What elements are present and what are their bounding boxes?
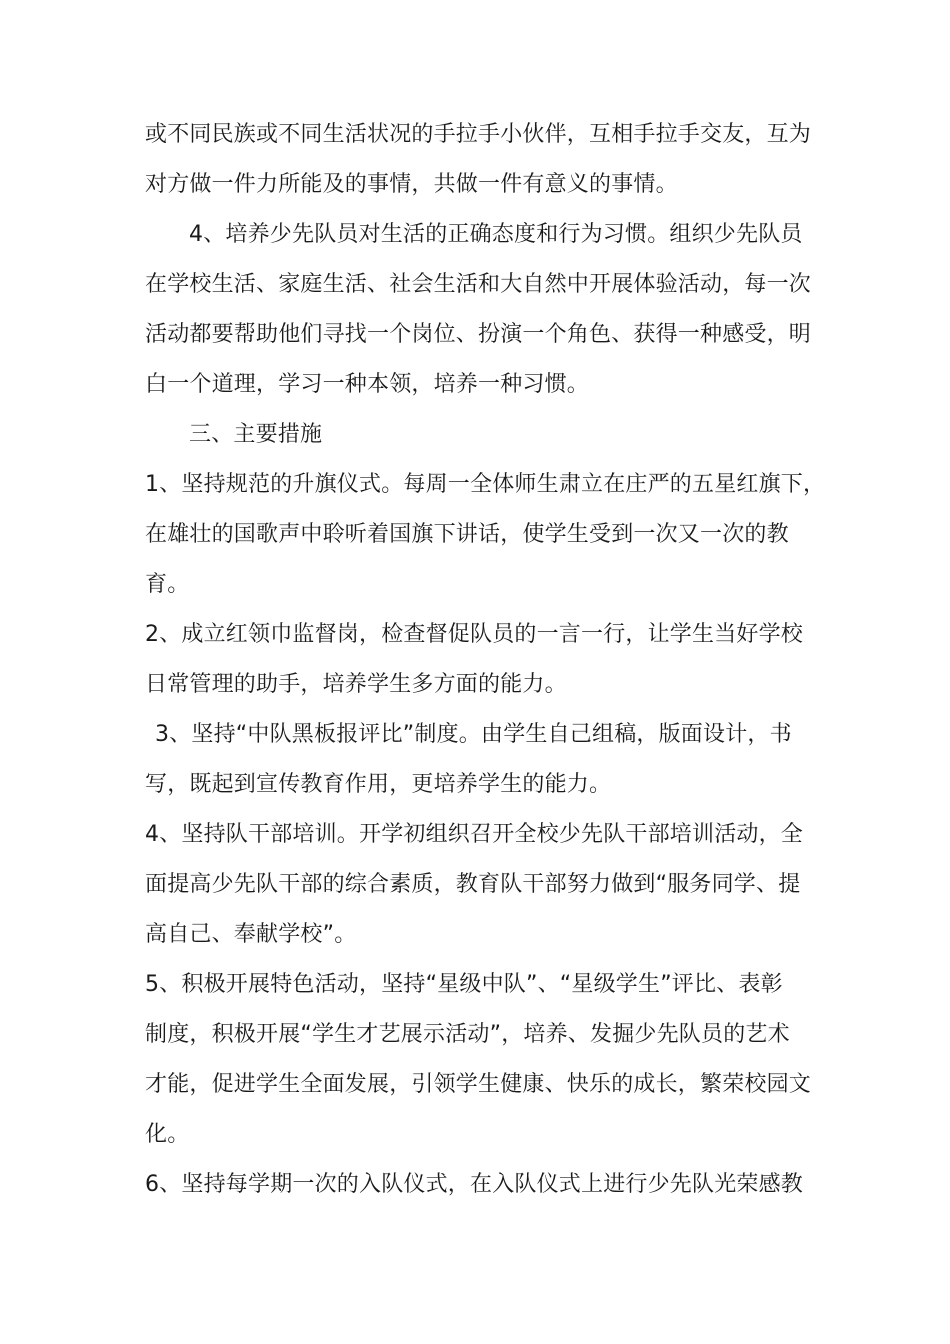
text-line: 1、坚持规范的升旗仪式。每周一全体师生肃立在庄严的五星红旗下， [145, 472, 826, 497]
text-line: 在学校生活、家庭生活、社会生活和大自然中开展体验活动，每一次 [145, 272, 812, 297]
text-line: 4、培养少先队员对生活的正确态度和行为习惯。组织少先队员 [189, 222, 803, 247]
text-line: 6、坚持每学期一次的入队仪式，在入队仪式上进行少先队光荣感教 [145, 1172, 803, 1197]
text-line: 育。 [145, 572, 190, 597]
text-line: 对方做一件力所能及的事情，共做一件有意义的事情。 [145, 172, 678, 197]
text-line: 面提高少先队干部的综合素质，教育队干部努力做到“服务同学、提 [145, 872, 801, 897]
text-line: 写，既起到宣传教育作用，更培养学生的能力。 [145, 772, 612, 797]
text-line: 化。 [145, 1122, 190, 1147]
text-line: 才能，促进学生全面发展，引领学生健康、快乐的成长，繁荣校园文 [145, 1072, 812, 1097]
text-line: 或不同民族或不同生活状况的手拉手小伙伴，互相手拉手交友，互为 [145, 122, 812, 147]
text-line: 5、积极开展特色活动，坚持“星级中队”、“星级学生”评比、表彰 [145, 972, 783, 997]
text-line: 日常管理的助手，培养学生多方面的能力。 [145, 672, 567, 697]
document-body [145, 110, 825, 1210]
text-line: 2、成立红领巾监督岗，检查督促队员的一言一行，让学生当好学校 [145, 622, 803, 647]
text-line: 制度，积极开展“学生才艺展示活动”，培养、发掘少先队员的艺术 [145, 1022, 790, 1047]
text-line: 活动都要帮助他们寻找一个岗位、扮演一个角色、获得一种感受，明 [145, 322, 812, 347]
section-heading: 三、主要措施 [189, 422, 323, 447]
text-line: 3、坚持“中队黑板报评比”制度。由学生自己组稿，版面设计，书 [155, 722, 792, 747]
text-line: 白一个道理，学习一种本领，培养一种习惯。 [145, 372, 590, 397]
text-line: 在雄壮的国歌声中聆听着国旗下讲话，使学生受到一次又一次的教 [145, 522, 789, 547]
text-line: 4、坚持队干部培训。开学初组织召开全校少先队干部培训活动，全 [145, 822, 803, 847]
text-line: 高自己、奉献学校”。 [145, 922, 357, 947]
